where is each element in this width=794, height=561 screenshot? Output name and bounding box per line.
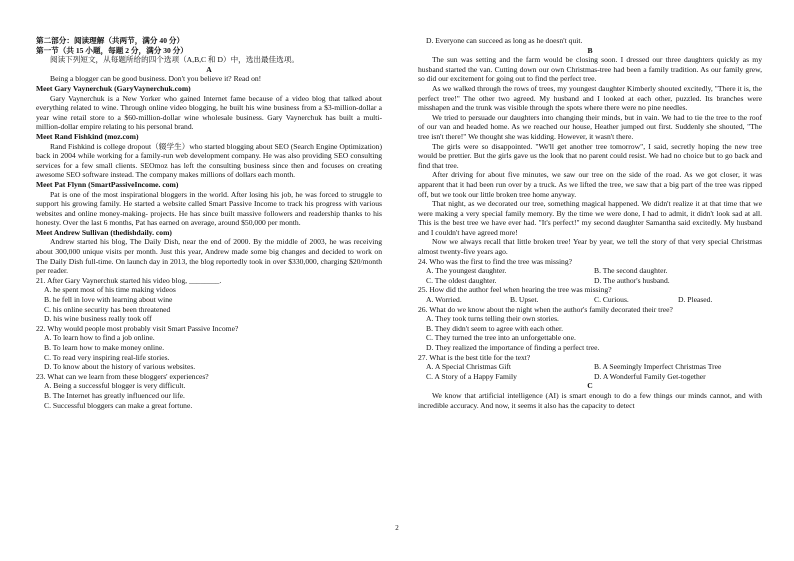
question-option: C. A Story of a Happy Family bbox=[426, 371, 517, 381]
passage-a-letter: A bbox=[206, 64, 212, 74]
question-option: C. his online security has been threatened bbox=[44, 304, 171, 314]
question-stem: 25. How did the author feel when hearing the tree was missing? bbox=[418, 285, 612, 295]
question-stem: 26. What do we know about the night when the author's family decorated their tree? bbox=[418, 304, 673, 314]
blogger-text: Andrew started his blog, The Daily Dish, near the end of 2000. By the middle of 2003, he was receiving about 300,000 unique visits per month. Just this year, Andrew made some big changes and decided to work on The Daily Dish full-time. On launch day in 2013, the blog reportedly took in over $330,000, charging $20/month per reader. bbox=[36, 237, 382, 276]
question-option: D. They realized the importance of finding a perfect tree. bbox=[426, 343, 600, 352]
passage-b-letter: B bbox=[587, 45, 593, 55]
question-option: A. Worried. bbox=[426, 295, 462, 305]
question-option: D. A Wonderful Family Get-together bbox=[594, 371, 706, 381]
question-option: A. The youngest daughter. bbox=[426, 266, 507, 276]
question-stem: 23. What can we learn from these bloggers' experiences? bbox=[36, 371, 209, 381]
blogger-text: Pat is one of the most inspirational bloggers in the world. After losing his job, he was forced to struggle to support his growing family. He started a website called Smart Passive Income to track his progress with various websites and online money-making- projects. He has since built massive followers and readership thanks to his honesty. Over the last 6 months, Pat has earned on average, around $50,000 per month. bbox=[36, 189, 382, 228]
left-column bbox=[36, 36, 382, 410]
question-option: C. Curious. bbox=[594, 295, 629, 305]
passage-c-letter: C bbox=[587, 381, 593, 391]
blogger-heading: Meet Rand Fishkind (moz.com) bbox=[36, 131, 139, 141]
question-option: D. To know about the history of various websites. bbox=[44, 362, 196, 372]
blogger-text: Rand Fishkind is college dropout（辍学生）who started blogging about SEO (Search Engine Optimization) back in 2004 while working for a family-run web development company. He was also providing SEO consulting services for a few small clients. SEOmoz has left the consulting business since then and focuses on creating awesome SEO software instead. The company makes millions of dollars each month. bbox=[36, 141, 382, 180]
passage-b-paragraph: Now we always recall that little broken tree! Year by year, we tell the story of that very special Christmas almost twenty-five years ago. bbox=[418, 237, 762, 257]
right-column bbox=[418, 36, 762, 410]
passage-b-paragraph: The sun was setting and the farm would be closing soon. I dressed our three daughters quickly as my husband started the van. Cutting down our own Christmas-tree had been a family tradition. As our family grew, so did our excitement for going out to find the perfect tree. bbox=[418, 55, 762, 84]
question-option: C. The oldest daughter. bbox=[426, 275, 497, 285]
blogger-heading: Meet Andrew Sullivan (thedishdaily. com) bbox=[36, 227, 172, 237]
question-options bbox=[418, 266, 762, 285]
question-option: A. he spent most of his time making videos bbox=[44, 285, 176, 295]
question-option: D. Everyone can succeed as long as he doesn't quit. bbox=[426, 36, 583, 45]
passage-b-paragraph: As we walked through the rows of trees, my youngest daughter Kimberly shouted excitedly, "There it is, the perfect tree!" The other two agreed. My husband and I looked at each other, puzzled. Its branches were misshapen and the trunk was visible through the spots where there were no pine needles. bbox=[418, 83, 762, 113]
question-option: B. he fell in love with learning about wine bbox=[44, 295, 173, 305]
question-option: A. To learn how to find a job online. bbox=[44, 333, 155, 343]
question-stem: 27. What is the best title for the text? bbox=[418, 352, 531, 362]
question-option: C. To read very inspiring real-life stories. bbox=[44, 352, 170, 362]
question-option: B. They didn't seem to agree with each other. bbox=[426, 323, 564, 333]
passage-b-paragraph: The girls were so disappointed. "We'll get another tree tomorrow", I said, secretly hoping the new tree would be prettier. But the girls gave us the look that no parent could resist. We had no choice but to go back and find that tree. bbox=[418, 141, 762, 170]
question-option: A. Being a successful blogger is very difficult. bbox=[44, 381, 186, 391]
blogger-heading: Meet Pat Flynn (SmartPassiveIncome. com) bbox=[36, 179, 179, 189]
question-option: B. To learn how to make money online. bbox=[44, 343, 165, 352]
question-option: C. They turned the tree into an unforgettable one. bbox=[426, 333, 576, 343]
section-title: 第二部分：阅读理解（共两节，满分 40 分） bbox=[36, 36, 185, 45]
blogger-text: Gary Vaynerchuk is a New Yorker who gained Internet fame because of a video blog that talked about everything related to wine. Through online video blogging, he built his wine business from a $3-million-dollar a year wine retail store to a $60-million-dollar wine wholesale business. Gary Vaynerchuk has built a multi-million-dollar empire relating to his personal brand. bbox=[36, 93, 382, 132]
question-options bbox=[418, 362, 762, 381]
passage-a-intro: Being a blogger can be good business. Don't you believe it? Read on! bbox=[50, 74, 262, 84]
question-option: B. The Internet has greatly influenced our life. bbox=[44, 390, 185, 400]
question-option: D. The author's husband. bbox=[594, 275, 670, 285]
question-option: D. Pleased. bbox=[678, 295, 713, 305]
question-options bbox=[418, 295, 762, 305]
passage-b-paragraph: That night, as we decorated our tree, something magical happened. We didn't realize it at that time that we were making a very special family memory. By the time we were done, I had to admit, it didn't look sad at all. This is the best tree we have ever had. "It's perfect!" my second daughter Samantha said excitedly. My husband and I couldn't have agreed more! bbox=[418, 199, 762, 237]
question-option: B. The second daughter. bbox=[594, 266, 668, 276]
question-option: D. his wine business really took off bbox=[44, 314, 152, 324]
question-option: A. They took turns telling their own stories. bbox=[426, 314, 559, 324]
question-option: C. Successful bloggers can make a great fortune. bbox=[44, 400, 193, 410]
blogger-heading: Meet Gary Vaynerchuk (GaryVaynerchuk.com) bbox=[36, 83, 191, 93]
page-number: 2 bbox=[395, 524, 399, 532]
instruction-text: 阅读下列短文，从每题所给的四个选项（A,B,C 和 D）中，选出最佳选项。 bbox=[50, 55, 299, 65]
subsection-title: 第一节（共 15 小题，每题 2 分，满分 30 分） bbox=[36, 45, 188, 55]
passage-c-paragraph: We know that artificial intelligence (AI) is smart enough to do a few things our minds cannot, and with incredible accuracy. And now, it seems it also has the capacity to detect bbox=[418, 390, 762, 410]
question-option: B. A Seemingly Imperfect Christmas Tree bbox=[594, 362, 722, 372]
question-stem: 21. After Gary Vaynerchuk started his video blog, ________. bbox=[36, 275, 222, 285]
passage-b-paragraph: We tried to persuade our daughters into changing their minds, but in vain. We had to tie the tree to the roof of our van and headed home. As we reached our house, Heather jumped out first. Suddenly she shouted, "The tree isn't there!" We thought she was kidding. However, it wasn't there. bbox=[418, 112, 762, 141]
question-option: B. Upset. bbox=[510, 295, 539, 305]
question-option: A. A Special Christmas Gift bbox=[426, 362, 512, 372]
question-stem: 24. Who was the first to find the tree was missing? bbox=[418, 256, 573, 266]
question-stem: 22. Why would people most probably visit Smart Passive Income? bbox=[36, 323, 239, 333]
passage-b-paragraph: After driving for about five minutes, we saw our tree on the side of the road. As we got closer, it was apparent that it had been run over by a truck. As we lifted the tree, we saw that a big part of the tree was ripped off, but we took our little broken tree home anyway. bbox=[418, 170, 762, 199]
